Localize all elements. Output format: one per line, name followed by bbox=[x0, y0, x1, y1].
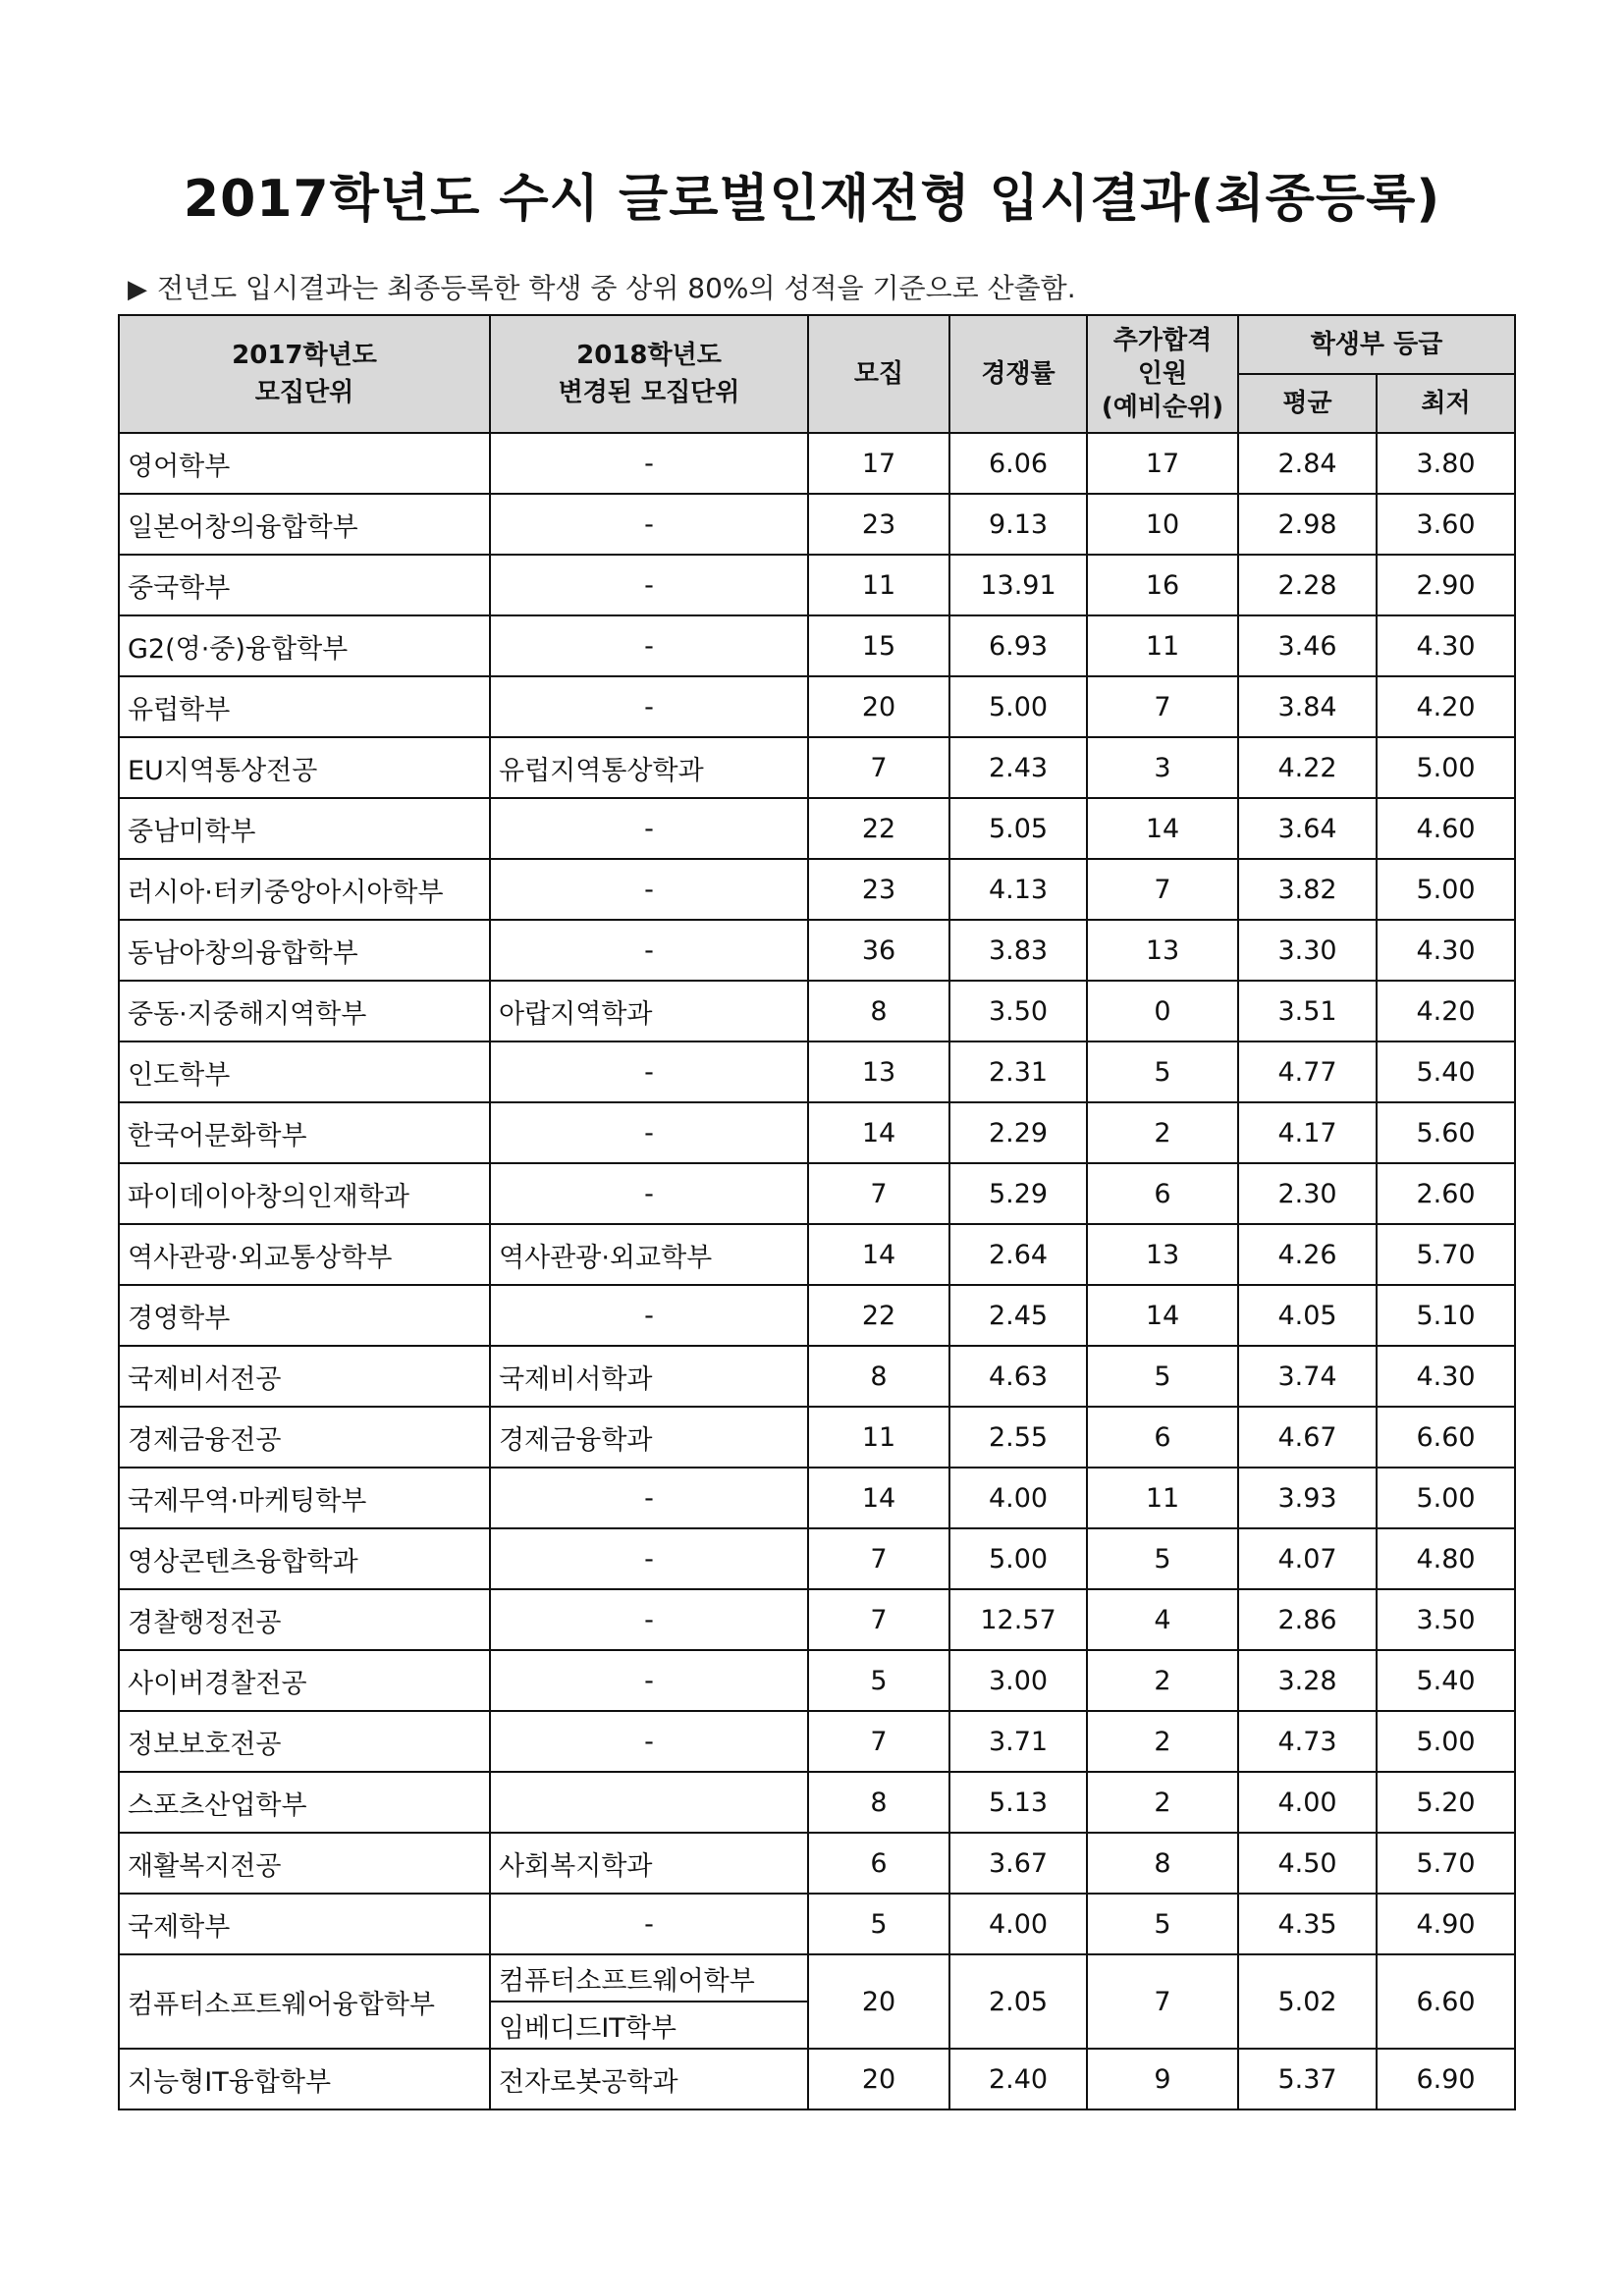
unit-2017-cell: 재활복지전공 bbox=[119, 1833, 490, 1894]
extra-cell: 7 bbox=[1087, 1954, 1238, 2049]
header-ratio: 경쟁률 bbox=[949, 315, 1087, 433]
min-cell: 4.90 bbox=[1377, 1894, 1515, 1954]
unit-2017-cell: 국제비서전공 bbox=[119, 1346, 490, 1407]
note-text: 전년도 입시결과는 최종등록한 학생 중 상위 80%의 성적을 기준으로 산출함. bbox=[157, 272, 1076, 304]
unit-2018-cell: 임베디드IT학부 bbox=[490, 2002, 808, 2049]
avg-cell: 4.67 bbox=[1238, 1407, 1377, 1468]
unit-2018-cell: 국제비서학과 bbox=[490, 1346, 808, 1407]
avg-cell: 4.73 bbox=[1238, 1711, 1377, 1772]
unit-2018-cell: - bbox=[490, 1285, 808, 1346]
table-row bbox=[119, 1650, 1515, 1711]
quota-cell: 5 bbox=[808, 1894, 949, 1954]
triangle-right-icon: ▶ bbox=[128, 275, 147, 304]
quota-cell: 8 bbox=[808, 981, 949, 1041]
unit-2018-cell: - bbox=[490, 676, 808, 737]
avg-cell: 4.22 bbox=[1238, 737, 1377, 798]
min-cell: 4.30 bbox=[1377, 615, 1515, 676]
min-cell: 6.60 bbox=[1377, 1954, 1515, 2049]
avg-cell: 3.64 bbox=[1238, 798, 1377, 859]
unit-2017-cell: 한국어문화학부 bbox=[119, 1102, 490, 1163]
min-cell: 5.00 bbox=[1377, 1711, 1515, 1772]
ratio-cell: 3.67 bbox=[949, 1833, 1087, 1894]
min-cell: 2.60 bbox=[1377, 1163, 1515, 1224]
unit-2018-cell: 전자로봇공학과 bbox=[490, 2049, 808, 2109]
avg-cell: 3.82 bbox=[1238, 859, 1377, 920]
extra-cell: 2 bbox=[1087, 1650, 1238, 1711]
quota-cell: 8 bbox=[808, 1772, 949, 1833]
table-row bbox=[119, 798, 1515, 859]
quota-cell: 23 bbox=[808, 494, 949, 555]
ratio-cell: 6.06 bbox=[949, 433, 1087, 494]
unit-2018-cell: - bbox=[490, 1650, 808, 1711]
unit-2017-cell: 중동·지중해지역학부 bbox=[119, 981, 490, 1041]
header-unit-2017: 2017학년도 모집단위 bbox=[119, 315, 490, 433]
ratio-cell: 5.29 bbox=[949, 1163, 1087, 1224]
table-row bbox=[119, 981, 1515, 1041]
table-row bbox=[119, 615, 1515, 676]
unit-2017-cell: 중국학부 bbox=[119, 555, 490, 615]
unit-2017-cell: 중남미학부 bbox=[119, 798, 490, 859]
quota-cell: 7 bbox=[808, 1163, 949, 1224]
avg-cell: 4.05 bbox=[1238, 1285, 1377, 1346]
avg-cell: 4.07 bbox=[1238, 1528, 1377, 1589]
ratio-cell: 9.13 bbox=[949, 494, 1087, 555]
min-cell: 5.00 bbox=[1377, 859, 1515, 920]
table-row bbox=[119, 1833, 1515, 1894]
quota-cell: 14 bbox=[808, 1102, 949, 1163]
ratio-cell: 4.00 bbox=[949, 1468, 1087, 1528]
unit-2017-cell: G2(영·중)융합학부 bbox=[119, 615, 490, 676]
table-row bbox=[119, 555, 1515, 615]
ratio-cell: 2.43 bbox=[949, 737, 1087, 798]
avg-cell: 3.84 bbox=[1238, 676, 1377, 737]
header-extra: 추가합격 인원 (예비순위) bbox=[1087, 315, 1238, 433]
quota-cell: 20 bbox=[808, 1954, 949, 2049]
unit-2018-cell: 유럽지역통상학과 bbox=[490, 737, 808, 798]
unit-2017-cell: 경찰행정전공 bbox=[119, 1589, 490, 1650]
min-cell: 4.20 bbox=[1377, 981, 1515, 1041]
unit-2018-cell: - bbox=[490, 1528, 808, 1589]
header-quota: 모집 bbox=[808, 315, 949, 433]
table-row bbox=[119, 1102, 1515, 1163]
avg-cell: 2.30 bbox=[1238, 1163, 1377, 1224]
unit-2018-cell: 사회복지학과 bbox=[490, 1833, 808, 1894]
table-row bbox=[119, 1589, 1515, 1650]
min-cell: 4.30 bbox=[1377, 920, 1515, 981]
unit-2017-cell: 컴퓨터소프트웨어융합학부 bbox=[119, 1954, 490, 2049]
ratio-cell: 3.83 bbox=[949, 920, 1087, 981]
min-cell: 4.60 bbox=[1377, 798, 1515, 859]
unit-2018-cell: 아랍지역학과 bbox=[490, 981, 808, 1041]
quota-cell: 22 bbox=[808, 798, 949, 859]
quota-cell: 22 bbox=[808, 1285, 949, 1346]
extra-cell: 6 bbox=[1087, 1163, 1238, 1224]
quota-cell: 7 bbox=[808, 1528, 949, 1589]
min-cell: 5.40 bbox=[1377, 1650, 1515, 1711]
unit-2018-cell: - bbox=[490, 433, 808, 494]
avg-cell: 2.28 bbox=[1238, 555, 1377, 615]
table-row bbox=[119, 676, 1515, 737]
extra-cell: 5 bbox=[1087, 1528, 1238, 1589]
unit-2017-cell: 정보보호전공 bbox=[119, 1711, 490, 1772]
ratio-cell: 5.00 bbox=[949, 1528, 1087, 1589]
unit-2017-cell: 러시아·터키중앙아시아학부 bbox=[119, 859, 490, 920]
min-cell: 4.30 bbox=[1377, 1346, 1515, 1407]
extra-cell: 11 bbox=[1087, 615, 1238, 676]
min-cell: 5.60 bbox=[1377, 1102, 1515, 1163]
header-unit-2018: 2018학년도 변경된 모집단위 bbox=[490, 315, 808, 433]
avg-cell: 3.51 bbox=[1238, 981, 1377, 1041]
extra-cell: 2 bbox=[1087, 1772, 1238, 1833]
admission-results-table bbox=[118, 314, 1516, 2110]
table-row bbox=[119, 1711, 1515, 1772]
table-row bbox=[119, 2049, 1515, 2109]
unit-2018-cell: - bbox=[490, 615, 808, 676]
unit-2018-cell: - bbox=[490, 1041, 808, 1102]
unit-2017-cell: 파이데이아창의인재학과 bbox=[119, 1163, 490, 1224]
unit-2017-cell: 국제무역·마케팅학부 bbox=[119, 1468, 490, 1528]
quota-cell: 13 bbox=[808, 1041, 949, 1102]
unit-2018-cell: - bbox=[490, 494, 808, 555]
avg-cell: 4.17 bbox=[1238, 1102, 1377, 1163]
unit-2017-cell: 경제금융전공 bbox=[119, 1407, 490, 1468]
unit-2018-cell: - bbox=[490, 798, 808, 859]
avg-cell: 2.84 bbox=[1238, 433, 1377, 494]
min-cell: 3.50 bbox=[1377, 1589, 1515, 1650]
ratio-cell: 3.71 bbox=[949, 1711, 1087, 1772]
quota-cell: 11 bbox=[808, 555, 949, 615]
unit-2018-cell: 경제금융학과 bbox=[490, 1407, 808, 1468]
ratio-cell: 4.00 bbox=[949, 1894, 1087, 1954]
ratio-cell: 3.00 bbox=[949, 1650, 1087, 1711]
unit-2018-cell: - bbox=[490, 920, 808, 981]
extra-cell: 2 bbox=[1087, 1711, 1238, 1772]
unit-2017-cell: 사이버경찰전공 bbox=[119, 1650, 490, 1711]
extra-cell: 13 bbox=[1087, 920, 1238, 981]
ratio-cell: 2.29 bbox=[949, 1102, 1087, 1163]
min-cell: 5.00 bbox=[1377, 1468, 1515, 1528]
table-row bbox=[119, 1285, 1515, 1346]
avg-cell: 4.50 bbox=[1238, 1833, 1377, 1894]
quota-cell: 7 bbox=[808, 1589, 949, 1650]
unit-2017-cell: 동남아창의융합학부 bbox=[119, 920, 490, 981]
min-cell: 6.60 bbox=[1377, 1407, 1515, 1468]
extra-cell: 4 bbox=[1087, 1589, 1238, 1650]
unit-2017-cell: 일본어창의융합학부 bbox=[119, 494, 490, 555]
extra-cell: 5 bbox=[1087, 1894, 1238, 1954]
min-cell: 5.70 bbox=[1377, 1833, 1515, 1894]
unit-2018-cell: - bbox=[490, 1894, 808, 1954]
min-cell: 3.80 bbox=[1377, 433, 1515, 494]
unit-2017-cell: 유럽학부 bbox=[119, 676, 490, 737]
extra-cell: 16 bbox=[1087, 555, 1238, 615]
unit-2017-cell: 역사관광·외교통상학부 bbox=[119, 1224, 490, 1285]
quota-cell: 14 bbox=[808, 1468, 949, 1528]
quota-cell: 8 bbox=[808, 1346, 949, 1407]
table-row bbox=[119, 1163, 1515, 1224]
ratio-cell: 2.45 bbox=[949, 1285, 1087, 1346]
ratio-cell: 5.05 bbox=[949, 798, 1087, 859]
extra-cell: 0 bbox=[1087, 981, 1238, 1041]
ratio-cell: 2.55 bbox=[949, 1407, 1087, 1468]
quota-cell: 15 bbox=[808, 615, 949, 676]
avg-cell: 2.86 bbox=[1238, 1589, 1377, 1650]
min-cell: 3.60 bbox=[1377, 494, 1515, 555]
ratio-cell: 12.57 bbox=[949, 1589, 1087, 1650]
min-cell: 4.20 bbox=[1377, 676, 1515, 737]
ratio-cell: 4.13 bbox=[949, 859, 1087, 920]
extra-cell: 9 bbox=[1087, 2049, 1238, 2109]
header-avg: 평균 bbox=[1238, 374, 1377, 433]
avg-cell: 4.35 bbox=[1238, 1894, 1377, 1954]
extra-cell: 14 bbox=[1087, 798, 1238, 859]
table-row bbox=[119, 494, 1515, 555]
extra-cell: 5 bbox=[1087, 1346, 1238, 1407]
extra-cell: 5 bbox=[1087, 1041, 1238, 1102]
ratio-cell: 4.63 bbox=[949, 1346, 1087, 1407]
header-min: 최저 bbox=[1377, 374, 1515, 433]
avg-cell: 3.28 bbox=[1238, 1650, 1377, 1711]
avg-cell: 4.26 bbox=[1238, 1224, 1377, 1285]
min-cell: 6.90 bbox=[1377, 2049, 1515, 2109]
note bbox=[128, 267, 1076, 306]
table-row bbox=[119, 1954, 1515, 2002]
avg-cell: 5.02 bbox=[1238, 1954, 1377, 2049]
ratio-cell: 2.31 bbox=[949, 1041, 1087, 1102]
min-cell: 5.40 bbox=[1377, 1041, 1515, 1102]
avg-cell: 3.30 bbox=[1238, 920, 1377, 981]
unit-2017-cell: 영어학부 bbox=[119, 433, 490, 494]
unit-2017-cell: 지능형IT융합학부 bbox=[119, 2049, 490, 2109]
ratio-cell: 2.40 bbox=[949, 2049, 1087, 2109]
unit-2017-cell: 인도학부 bbox=[119, 1041, 490, 1102]
avg-cell: 3.46 bbox=[1238, 615, 1377, 676]
quota-cell: 36 bbox=[808, 920, 949, 981]
unit-2017-cell: 경영학부 bbox=[119, 1285, 490, 1346]
table-row bbox=[119, 1041, 1515, 1102]
avg-cell: 4.77 bbox=[1238, 1041, 1377, 1102]
unit-2017-cell: 국제학부 bbox=[119, 1894, 490, 1954]
table-row bbox=[119, 920, 1515, 981]
unit-2018-cell: 컴퓨터소프트웨어학부 bbox=[490, 1954, 808, 2002]
avg-cell: 3.74 bbox=[1238, 1346, 1377, 1407]
ratio-cell: 6.93 bbox=[949, 615, 1087, 676]
quota-cell: 20 bbox=[808, 676, 949, 737]
min-cell: 4.80 bbox=[1377, 1528, 1515, 1589]
header-grade: 학생부 등급 bbox=[1238, 315, 1515, 374]
extra-cell: 8 bbox=[1087, 1833, 1238, 1894]
extra-cell: 14 bbox=[1087, 1285, 1238, 1346]
table-row bbox=[119, 1407, 1515, 1468]
table-row bbox=[119, 1894, 1515, 1954]
table-row bbox=[119, 1528, 1515, 1589]
unit-2018-cell: - bbox=[490, 555, 808, 615]
extra-cell: 10 bbox=[1087, 494, 1238, 555]
avg-cell: 5.37 bbox=[1238, 2049, 1377, 2109]
extra-cell: 3 bbox=[1087, 737, 1238, 798]
extra-cell: 6 bbox=[1087, 1407, 1238, 1468]
table-row bbox=[119, 1224, 1515, 1285]
ratio-cell: 13.91 bbox=[949, 555, 1087, 615]
quota-cell: 5 bbox=[808, 1650, 949, 1711]
ratio-cell: 5.00 bbox=[949, 676, 1087, 737]
table-row bbox=[119, 1468, 1515, 1528]
unit-2018-cell bbox=[490, 1772, 808, 1833]
quota-cell: 11 bbox=[808, 1407, 949, 1468]
min-cell: 5.20 bbox=[1377, 1772, 1515, 1833]
quota-cell: 17 bbox=[808, 433, 949, 494]
ratio-cell: 2.05 bbox=[949, 1954, 1087, 2049]
unit-2018-cell: - bbox=[490, 1163, 808, 1224]
unit-2018-cell: - bbox=[490, 1468, 808, 1528]
avg-cell: 3.93 bbox=[1238, 1468, 1377, 1528]
quota-cell: 23 bbox=[808, 859, 949, 920]
table-row bbox=[119, 859, 1515, 920]
unit-2017-cell: 스포츠산업학부 bbox=[119, 1772, 490, 1833]
page-title: 2017학년도 수시 글로벌인재전형 입시결과(최종등록) bbox=[183, 170, 1441, 229]
quota-cell: 7 bbox=[808, 1711, 949, 1772]
table-row bbox=[119, 1346, 1515, 1407]
table-row bbox=[119, 1772, 1515, 1833]
extra-cell: 11 bbox=[1087, 1468, 1238, 1528]
min-cell: 5.70 bbox=[1377, 1224, 1515, 1285]
ratio-cell: 5.13 bbox=[949, 1772, 1087, 1833]
avg-cell: 4.00 bbox=[1238, 1772, 1377, 1833]
quota-cell: 6 bbox=[808, 1833, 949, 1894]
quota-cell: 7 bbox=[808, 737, 949, 798]
unit-2018-cell: 역사관광·외교학부 bbox=[490, 1224, 808, 1285]
min-cell: 5.00 bbox=[1377, 737, 1515, 798]
extra-cell: 7 bbox=[1087, 676, 1238, 737]
unit-2018-cell: - bbox=[490, 1589, 808, 1650]
unit-2018-cell: - bbox=[490, 1102, 808, 1163]
extra-cell: 2 bbox=[1087, 1102, 1238, 1163]
avg-cell: 2.98 bbox=[1238, 494, 1377, 555]
table-row bbox=[119, 737, 1515, 798]
ratio-cell: 3.50 bbox=[949, 981, 1087, 1041]
unit-2018-cell: - bbox=[490, 859, 808, 920]
min-cell: 2.90 bbox=[1377, 555, 1515, 615]
unit-2017-cell: EU지역통상전공 bbox=[119, 737, 490, 798]
quota-cell: 20 bbox=[808, 2049, 949, 2109]
table-row bbox=[119, 433, 1515, 494]
extra-cell: 7 bbox=[1087, 859, 1238, 920]
extra-cell: 17 bbox=[1087, 433, 1238, 494]
ratio-cell: 2.64 bbox=[949, 1224, 1087, 1285]
unit-2017-cell: 영상콘텐츠융합학과 bbox=[119, 1528, 490, 1589]
min-cell: 5.10 bbox=[1377, 1285, 1515, 1346]
quota-cell: 14 bbox=[808, 1224, 949, 1285]
unit-2018-cell: - bbox=[490, 1711, 808, 1772]
extra-cell: 13 bbox=[1087, 1224, 1238, 1285]
